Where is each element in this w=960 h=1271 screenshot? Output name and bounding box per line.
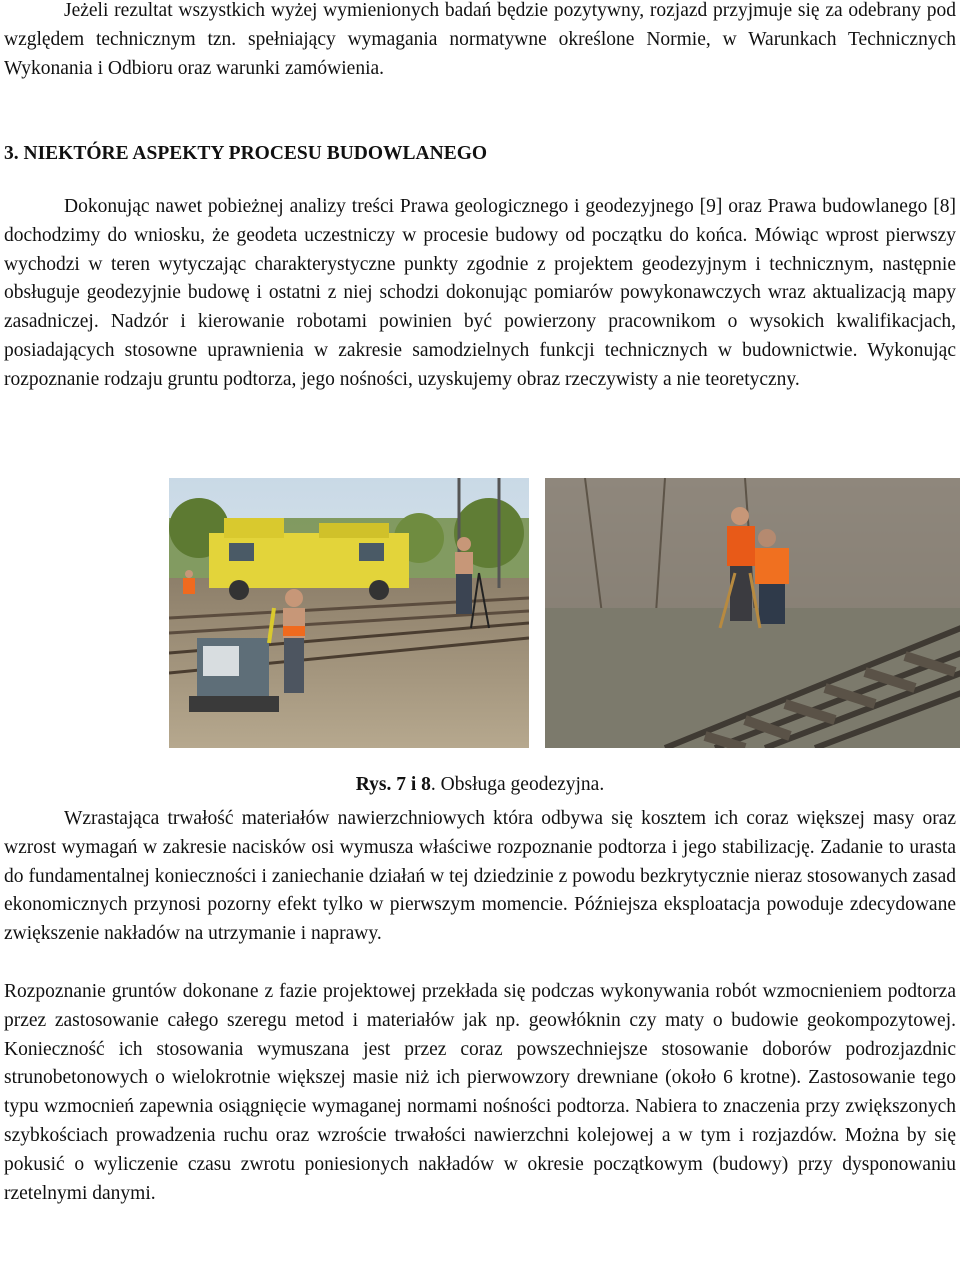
caption-text: . Obsługa geodezyjna.	[430, 774, 605, 795]
photo-track-works	[169, 478, 529, 748]
figure-photos	[169, 478, 960, 748]
section-heading: 3. NIEKTÓRE ASPEKTY PROCESU BUDOWLANEGO	[4, 143, 488, 164]
paragraph-aspects: Dokonując nawet pobieżnej analizy treści Prawa geologicznego i geodezyjnego [9] oraz Prawa budowlanego [8] dochodzimy do wniosku, że geodeta uczestniczy w procesie budowy od początku do końca. Mówiąc wprost pierwszy wychodzi w teren wytyczając charakterystyczne punkty zgodnie z projektem geodezyjnym i technicznym, następnie obsługuje geodezyjnie budowę i ostatni z niej schodzi dokonując pomiarów powykonawczych wraz aktualizacją mapy zasadniczej. Nadzór i kierowanie robotami powinien być powierzony pracownikom o wysokich kwalifikacjach, posiadających stosowne uprawnienia w zakresie samodzielnych funkcji technicznych w budownictwie. Wykonując rozpoznanie rodzaju gruntu podtorza, jego nośności, uzyskujemy obraz rzeczywisty a nie teoretyczny.	[4, 196, 956, 390]
paragraph-recognition: Rozpoznanie gruntów dokonane z fazie projektowej przekłada się podczas wykonywania robót wzmocnieniem podtorza przez zastosowanie całego szeregu metod i materiałów jak np. geowłóknin czy maty o budowie geokompozytowej. Konieczność ich stosowania wymuszana jest przez coraz powszechniejsze stosowanie doborów podrozjazdnic strunobetonowych o wielokrotnie większej masie niż ich pierwowzory drewniane (około 6 krotne). Zastosowanie tego typu wzmocnień zapewnia osiągnięcie wymaganej normami nośności podtorza. Nabiera to znaczenia przy zwiększonych szybkościach prowadzenia ruchu oraz wzroście trwałości nawierzchni kolejowej a w tym i rozjazdów. Można by się pokusić o wyliczenie czasu zwrotu poniesionych nakładów w okresie początkowym (budowy) przy dysponowaniu rzetelnymi danymi.	[4, 981, 956, 1204]
paragraph-durability: Wzrastająca trwałość materiałów nawierzchniowych która odbywa się kosztem ich coraz większej masy oraz wzrost wymagań w zakresie nacisków osi wymusza właściwe rozpoznanie podtorza i jego stabilizację. Zadanie to urasta do fundamentalnej konieczności i zaniechanie działań w tej dziedzinie z powodu bezkrytycznie nieraz stosowanych zasad ekonomicznych przynosi pozorny efekt tylko w pierwszym momencie. Późniejsza eksploatacja powoduje zdecydowane zwiększenie nakładów na utrzymanie i naprawy.	[4, 808, 956, 945]
photo-survey-workers	[545, 478, 960, 748]
figure-caption	[4, 771, 956, 799]
caption-label: Rys. 7 i 8	[355, 774, 431, 795]
paragraph-intro: Jeżeli rezultat wszystkich wyżej wymienionych badań będzie pozytywny, rozjazd przyjmuje się za odebrany pod względem technicznym tzn. spełniający wymagania normatywne określone Normie, w Warunkach Technicznych Wykonania i Odbioru oraz warunki zamówienia.	[4, 0, 956, 79]
